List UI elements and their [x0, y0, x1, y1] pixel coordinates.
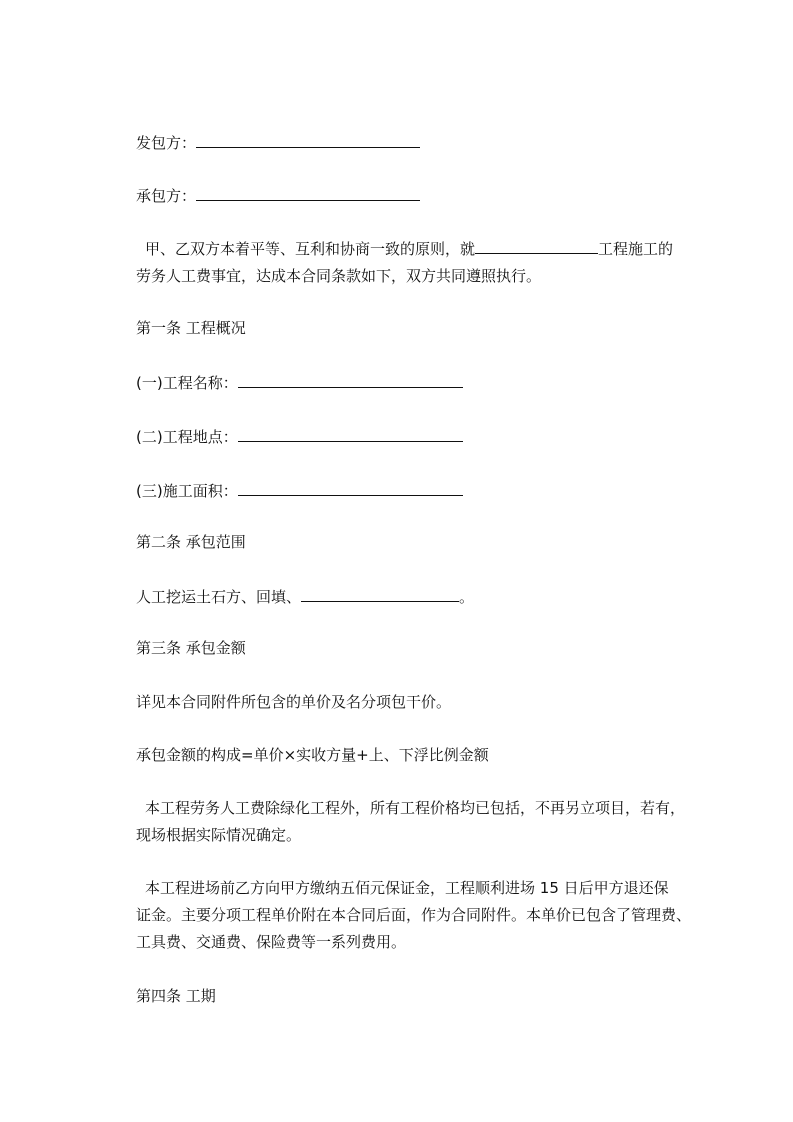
amount-paragraph-1: 详见本合同附件所包含的单价及名分项包干价。	[136, 693, 452, 711]
amount-paragraph-2: 承包金额的构成=单价×实收方量+上、下浮比例金额	[136, 746, 489, 764]
item1-label: (一)工程名称：	[136, 374, 238, 392]
amount-paragraph-3-line-2: 现场根据实际情况确定。	[136, 826, 302, 844]
scope-text: 人工挖运土石方、回填、	[136, 588, 302, 606]
intro-line-2	[136, 266, 541, 286]
item1-line	[136, 372, 463, 393]
party-a-label: 发包方：	[136, 134, 197, 152]
project-location-blank[interactable]	[238, 426, 463, 442]
amount-paragraph-4-line-3: 工具费、交通费、保险费等一系列费用。	[136, 933, 407, 951]
amount-paragraph-4-line-2: 证金。主要分项工程单价附在本合同后面，作为合同附件。本单价已包含了管理费、	[136, 906, 692, 924]
intro-text-1: 甲、乙双方本着平等、互利和协商一致的原则，就	[145, 240, 476, 258]
item2-line	[136, 426, 463, 447]
amount-paragraph-3-line-1: 本工程劳务人工费除绿化工程外，所有工程价格均已包括，不再另立项目，若有，	[145, 799, 686, 817]
scope-blank[interactable]	[301, 586, 459, 602]
item3-line	[136, 480, 463, 501]
amount-paragraph-4-line-1: 本工程进场前乙方向甲方缴纳五佰元保证金，工程顺利进场 15 日后甲方退还保	[145, 879, 669, 897]
article1-title: 第一条 工程概况	[136, 319, 246, 337]
project-name-blank[interactable]	[475, 238, 598, 254]
intro-text-2: 工程施工的	[598, 240, 674, 258]
item3-label: (三)施工面积：	[136, 482, 238, 500]
scope-line	[136, 586, 474, 607]
project-title-blank[interactable]	[238, 372, 463, 388]
article2-title: 第二条 承包范围	[136, 533, 246, 551]
party-a-line	[136, 132, 420, 153]
intro-text-3: 劳务人工费事宜，达成本合同条款如下，双方共同遵照执行。	[136, 267, 542, 285]
party-b-label: 承包方：	[136, 187, 197, 205]
party-b-blank[interactable]	[196, 185, 420, 201]
party-a-blank[interactable]	[196, 132, 420, 148]
item2-label: (二)工程地点：	[136, 428, 238, 446]
intro-line-1	[145, 238, 673, 259]
article4-title: 第四条 工期	[136, 987, 216, 1005]
article3-title: 第三条 承包金额	[136, 639, 246, 657]
construction-area-blank[interactable]	[238, 480, 463, 496]
party-b-line	[136, 185, 420, 206]
scope-end: 。	[459, 588, 475, 606]
